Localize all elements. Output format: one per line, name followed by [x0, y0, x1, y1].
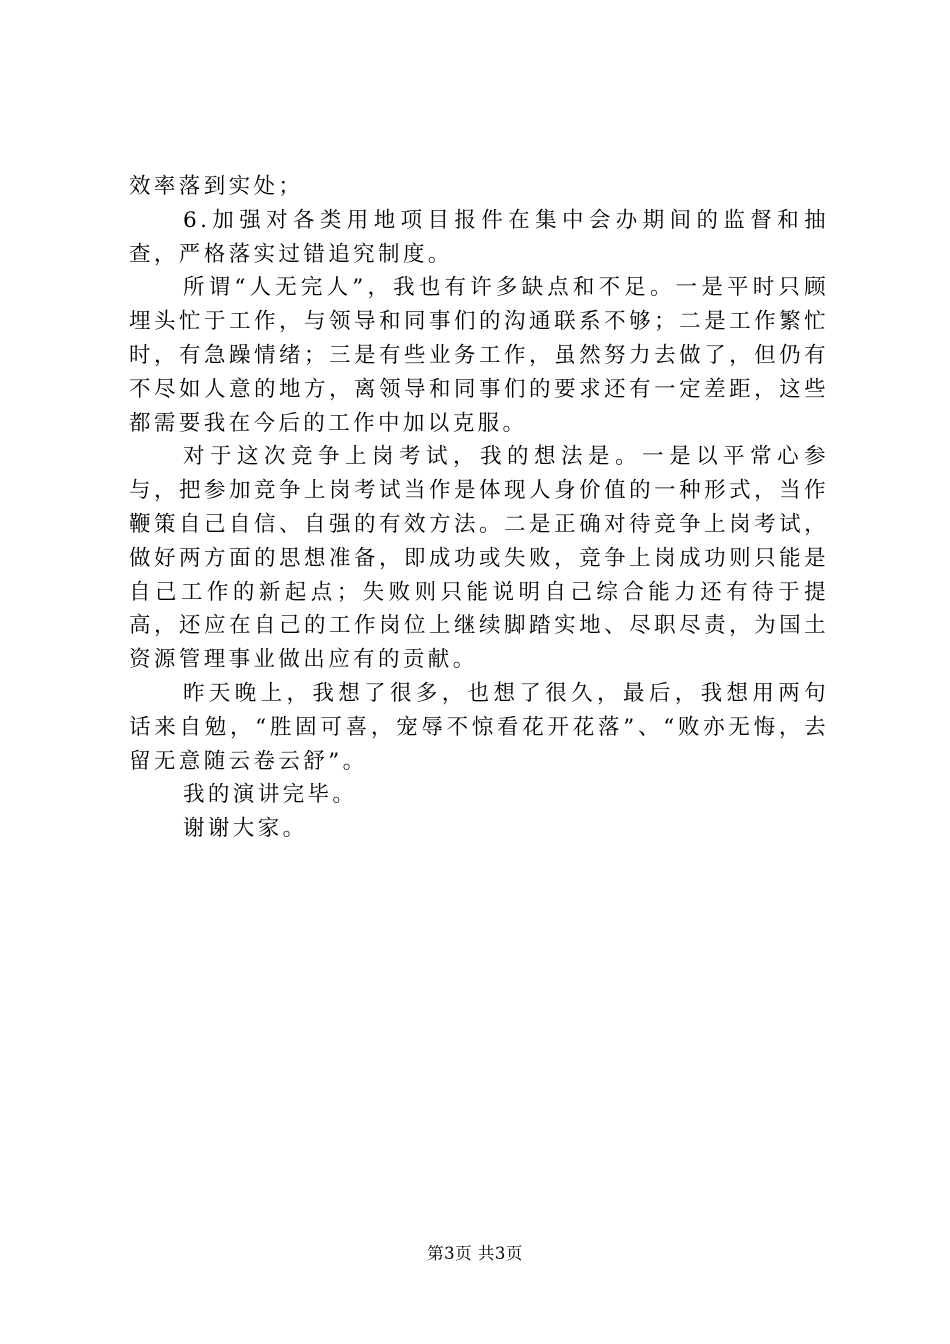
paragraph-speech-end: 我的演讲完毕。 — [183, 782, 358, 808]
paragraph-motto: 昨天晚上，我想了很多，也想了很久，最后，我想用两句话来自勉，“胜固可喜，宠辱不惊看花开花落”、“败亦无悔，去留无意随云卷云舒”。 — [129, 680, 829, 774]
document-body — [129, 170, 829, 846]
paragraph-exam-attitude: 对于这次竞争上岗考试，我的想法是。一是以平常心参与，把参加竞争上岗考试当作是体现人身价值的一种形式，当作鞭策自己自信、自强的有效方法。二是正确对待竞争上岗考试，做好两方面的思想准备，即成功或失败，竞争上岗成功则只能是自己工作的新起点；失败则只能说明自己综合能力还有待于提高，还应在自己的工作岗位上继续脚踏实地、尽职尽责，为国土资源管理事业做出应有的贡献。 — [129, 444, 829, 673]
page-number-footer: 第3页 共3页 — [427, 1244, 523, 1263]
paragraph-continuation: 效率落到实处； — [129, 174, 304, 199]
paragraph-item-6: 6.加强对各类用地项目报件在集中会办期间的监督和抽查，严格落实过错追究制度。 — [129, 207, 829, 267]
paragraph-thanks: 谢谢大家。 — [183, 816, 308, 842]
paragraph-shortcomings: 所谓“人无完人”，我也有许多缺点和不足。一是平时只顾埋头忙于工作，与领导和同事们的沟通联系不够；二是工作繁忙时，有急躁情绪；三是有些业务工作，虽然努力去做了，但仍有不尽如人意的地方，离领导和同事们的要求还有一定差距，这些都需要我在今后的工作中加以克服。 — [129, 275, 829, 436]
